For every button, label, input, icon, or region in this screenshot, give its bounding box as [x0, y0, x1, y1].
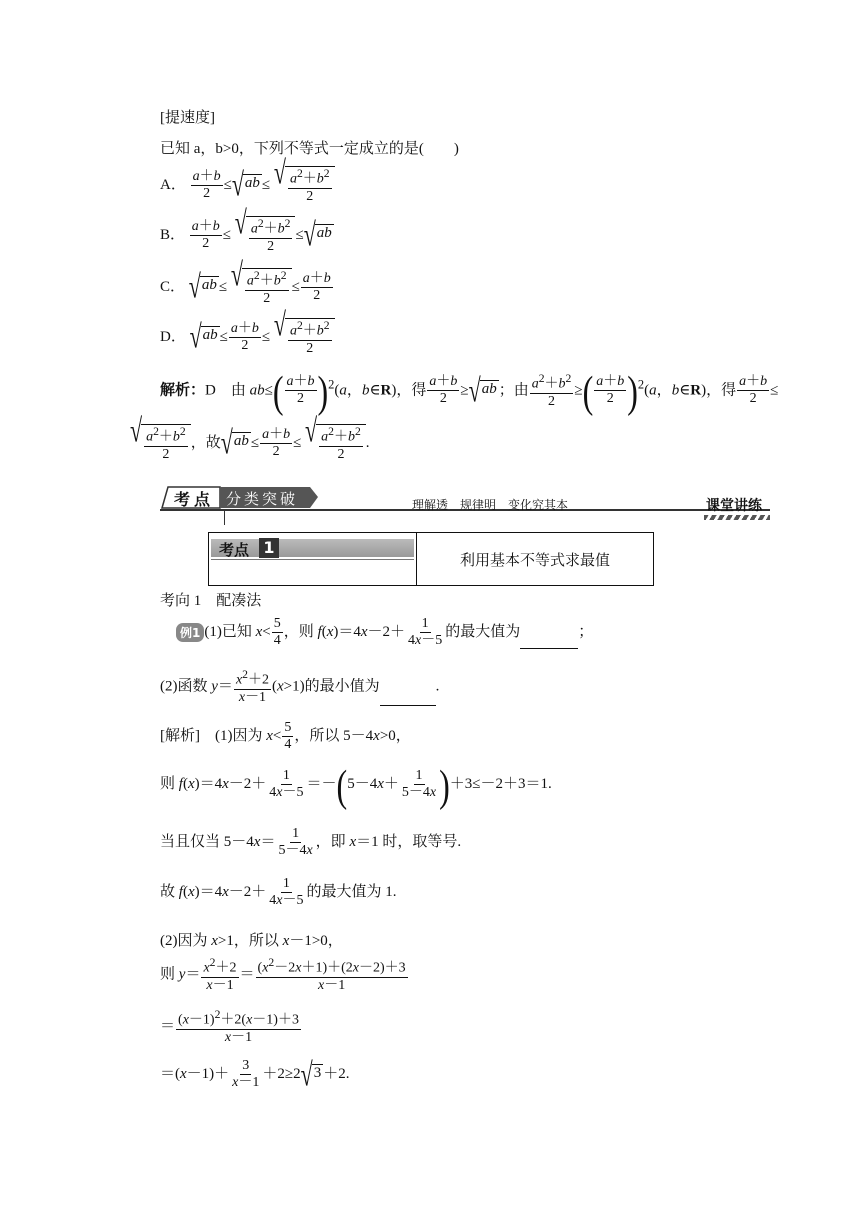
kaodian-box [208, 532, 654, 586]
example-line-1: 例1 (1)已知 x< $\frac{5}{4}$ ，则 f(x)＝4x－2＋ $\frac{1}{4x-5}$ 的最大值为 ； [176, 616, 593, 649]
option-a-label: A． [160, 176, 186, 193]
banner-right-text: 课堂讲练 [706, 498, 762, 514]
kaodian-box-number: 1 [259, 538, 279, 558]
option-c: C． √ ab ≤ √ $\frac{a^2+b^2}{2}$ ≤ $\frac{a+b}{2}$ [160, 255, 331, 306]
analysis-line-2: √ $\frac{a^2+b^2}{2}$ ，故 √ ab ≤ $\frac{a+b}{2}$ ≤ √ $\frac{a^2+b^2}{2}$ . [130, 411, 370, 462]
banner-fenlei: 分类突破 [226, 490, 299, 508]
example-line-2: (2)函数 y＝ $\frac{x^2+2}{x-1}$ (x>1)的最小值为 . [160, 668, 440, 705]
solution-line-8: ＝(x－1)＋ $\frac{3}{x-1}$ ＋2≥2 √ 3 ＋2. [160, 1055, 350, 1093]
solution-line-1: [解析] (1)因为 x< $\frac{5}{4}$ ，所以 5－4x>0， [160, 720, 411, 753]
option-b: B． $\frac{a+b}{2}$ ≤ √ $\frac{a^2+b^2}{2}$ ≤ √ ab [160, 203, 332, 254]
solution-line-5: (2)因为 x>1，所以 x－1>0， [160, 933, 343, 949]
solution-line-4: 故 f(x)＝4x－2＋ $\frac{1}{4x-5}$ 的最大值为 1. [160, 876, 397, 909]
analysis-label: 解析： [160, 380, 206, 399]
banner-stripes [704, 515, 770, 520]
kaodian-banner [160, 484, 320, 510]
kaodian-box-left [209, 533, 417, 585]
jiexi-label: [解析] [160, 728, 200, 745]
question-stem: 已知 a，b>0，下列不等式一定成立的是( ) [160, 141, 459, 157]
solution-line-3: 当且仅当 5－4x＝ $\frac{1}{5-4x}$ ，即 x＝1 时，取等号. [160, 826, 462, 859]
kaoxiang-heading: 考向 1 配凑法 [160, 593, 262, 609]
solution-line-6: 则 y＝ $\frac{x^2+2}{x-1}$ ＝ $\frac{(x^2-2x+1)+(2x-2)+3}{x-1}$ [160, 956, 406, 993]
option-d-label: D． [160, 328, 186, 345]
banner-tick [224, 511, 225, 525]
tisudu-label: [提速度] [160, 110, 215, 126]
example-badge: 例1 [176, 623, 204, 642]
banner-middle-text: 理解透 规律明 变化究其本 [412, 498, 569, 512]
kaodian-box-label: 考点 [219, 541, 250, 559]
option-a: A． $\frac{a+b}{2}$ ≤ √ ab ≤ √ $\frac{a^2+b^2}{2}$ [160, 166, 335, 205]
kaodian-box-title: 利用基本不等式求最值 [459, 550, 610, 569]
option-b-label: B． [160, 226, 186, 243]
solution-line-2: 则 f(x)＝4x－2＋ $\frac{1}{4x-5}$ ＝－(5－4x＋ $\frac{1}{5-4x}$ )＋3≤－2＋3＝1. [160, 759, 552, 810]
banner-kaodian: 考点 [174, 490, 215, 509]
option-d: D． √ ab ≤ $\frac{a+b}{2}$ ≤ √ $\frac{a^2+b^2}{2}$ [160, 318, 335, 357]
analysis-line-1: 解析：D 由 ab≤( $\frac{a+b}{2}$ )$^2$(a，b∈R)，得 $\frac{a+b}{2}$ ≥ √ ab ；由 $\frac{a^2+b^2}{2}$ ≥( $\frac{a+b}{2}$ )$^2$(a，b∈R)，得 $\frac{a+b}{2}$ ≤ [160, 365, 779, 417]
solution-line-7: ＝ $\frac{(x-1)^2+2(x-1)+3}{x-1}$ [160, 1008, 299, 1045]
analysis-answer: D [205, 382, 216, 399]
option-c-label: C． [160, 278, 186, 295]
